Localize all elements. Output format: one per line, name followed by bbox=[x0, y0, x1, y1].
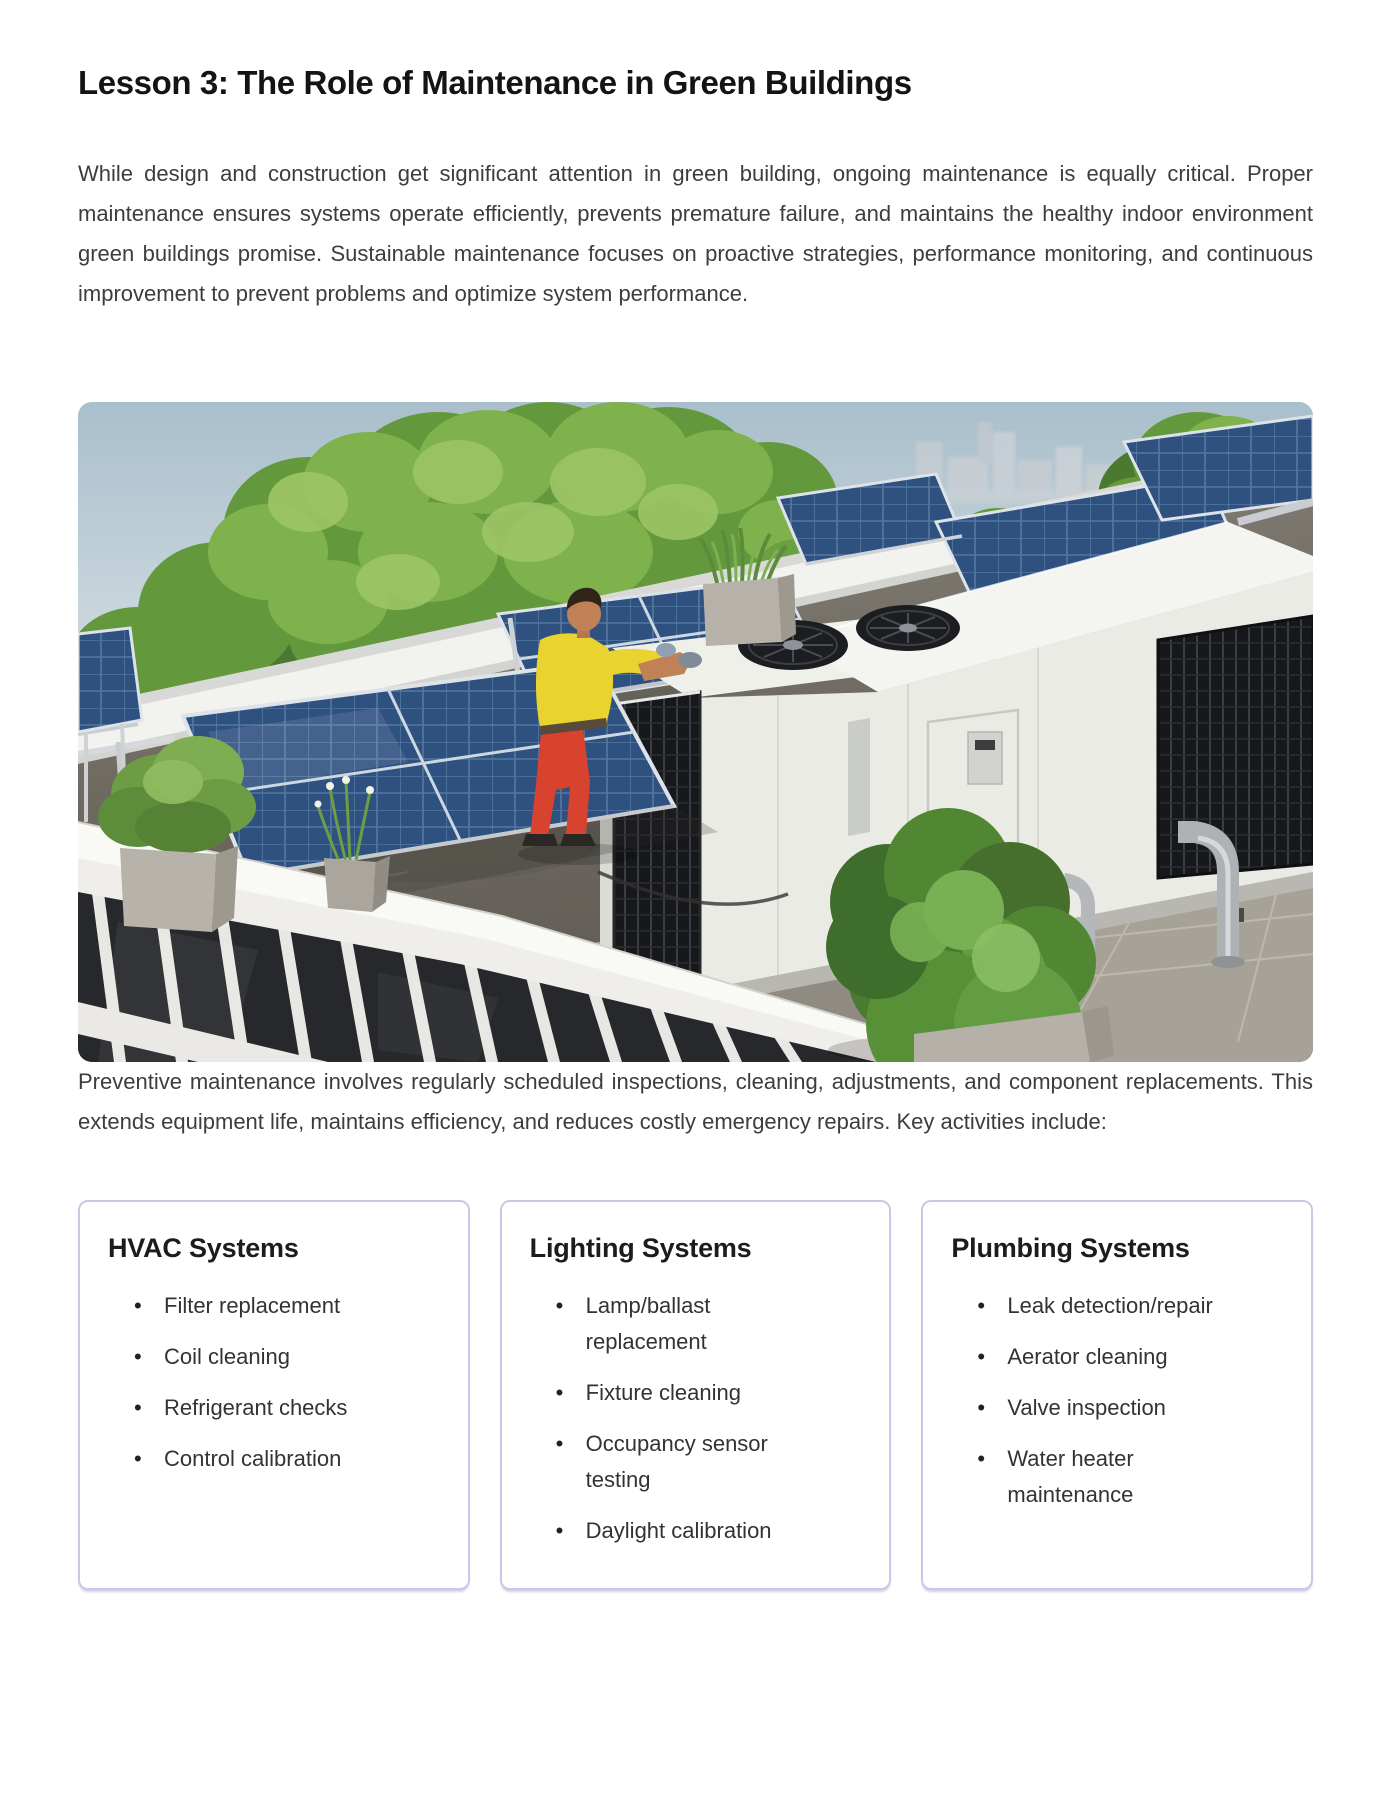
maintenance-cards bbox=[78, 1200, 1313, 1590]
lesson-content bbox=[78, 0, 1313, 1590]
preventive-paragraph: Preventive maintenance involves regularly scheduled inspections, cleaning, adjustments, and component replacements. This extends equipment life, maintains efficiency, and reduces costly emergency repairs. Key activities include: bbox=[78, 1069, 1313, 1134]
list-item: • Water heater maintenance bbox=[951, 1441, 1239, 1513]
card-item-list bbox=[530, 1288, 864, 1549]
intro-paragraph: While design and construction get significant attention in green building, ongoing maintenance is equally critical. Proper maintenance ensures systems operate efficiently, prevents premature failure, and maintains the healthy indoor environment green buildings promise. Sustainable maintenance focuses on proactive strategies, performance monitoring, and continuous improvement to prevent problems and optimize system performance. bbox=[78, 161, 1313, 306]
card-item-list bbox=[108, 1288, 442, 1477]
card-plumbing-systems bbox=[921, 1200, 1313, 1590]
list-item: • Valve inspection bbox=[951, 1390, 1239, 1426]
list-item: • Daylight calibration bbox=[530, 1513, 818, 1549]
list-item: • Control calibration bbox=[108, 1441, 396, 1477]
list-item: • Fixture cleaning bbox=[530, 1375, 818, 1411]
card-title: HVAC Systems bbox=[108, 1233, 299, 1263]
list-item: • Aerator cleaning bbox=[951, 1339, 1239, 1375]
list-item: • Leak detection/repair bbox=[951, 1288, 1239, 1324]
list-item: • Occupancy sensor testing bbox=[530, 1426, 818, 1498]
list-item: • Refrigerant checks bbox=[108, 1390, 396, 1426]
hvac-fan bbox=[856, 605, 960, 651]
list-item: • Filter replacement bbox=[108, 1288, 396, 1324]
rooftop-maintenance-photo bbox=[78, 402, 1313, 1062]
page-title: Lesson 3: The Role of Maintenance in Green Buildings bbox=[78, 64, 912, 101]
card-item-list bbox=[951, 1288, 1285, 1513]
card-hvac-systems bbox=[78, 1200, 470, 1590]
list-item: • Coil cleaning bbox=[108, 1339, 396, 1375]
card-title: Lighting Systems bbox=[529, 1233, 752, 1263]
rooftop-photo-illustration bbox=[78, 402, 1313, 1062]
list-item: • Lamp/ballast replacement bbox=[530, 1288, 818, 1360]
card-lighting-systems bbox=[500, 1200, 892, 1590]
card-title: Plumbing Systems bbox=[951, 1233, 1190, 1263]
